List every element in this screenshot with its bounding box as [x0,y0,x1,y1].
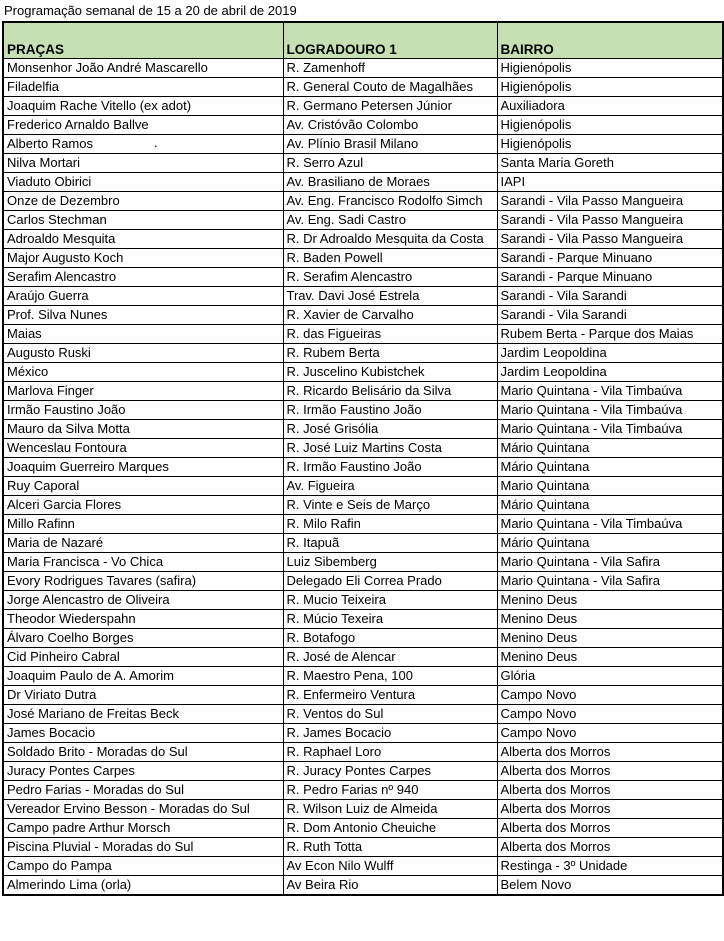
table-cell: R. Ventos do Sul [283,705,497,724]
table-cell: Menino Deus [497,610,723,629]
table-row [3,819,723,838]
column-header-pracas: PRAÇAS [3,22,283,59]
table-cell: R. Xavier de Carvalho [283,306,497,325]
table-row [3,591,723,610]
table-row [3,572,723,591]
table-cell: Sarandi - Vila Sarandi [497,306,723,325]
table-row [3,97,723,116]
table-cell: R. Maestro Pena, 100 [283,667,497,686]
table-cell: R. Mucio Teixeira [283,591,497,610]
table-cell: R. Vinte e Seis de Março [283,496,497,515]
table-row [3,439,723,458]
table-cell: Maria Francisca - Vo Chica [3,553,283,572]
table-cell: Higienópolis [497,135,723,154]
table-cell: Maria de Nazaré [3,534,283,553]
table-cell: Filadelfia [3,78,283,97]
table-cell: Dr Viriato Dutra [3,686,283,705]
table-cell: Juracy Pontes Carpes [3,762,283,781]
table-cell: Mario Quintana - Vila Timbaúva [497,401,723,420]
table-cell: Joaquim Guerreiro Marques [3,458,283,477]
table-cell: Av. Cristóvão Colombo [283,116,497,135]
table-row [3,781,723,800]
table-cell: IAPI [497,173,723,192]
table-row [3,344,723,363]
table-cell: Alberta dos Morros [497,819,723,838]
table-cell: R. Wilson Luiz de Almeida [283,800,497,819]
table-cell: Sarandi - Vila Passo Mangueira [497,211,723,230]
table-cell: Onze de Dezembro [3,192,283,211]
table-row [3,287,723,306]
table-row [3,59,723,78]
table-row [3,553,723,572]
table-cell: R. Dr Adroaldo Mesquita da Costa [283,230,497,249]
table-row [3,610,723,629]
table-cell: Vereador Ervino Besson - Moradas do Sul [3,800,283,819]
table-cell: Mário Quintana [497,496,723,515]
table-cell: R. Pedro Farias nº 940 [283,781,497,800]
table-cell: Av. Eng. Sadi Castro [283,211,497,230]
table-cell: R. Germano Petersen Júnior [283,97,497,116]
table-cell: Alberta dos Morros [497,838,723,857]
table-cell: Marlova Finger [3,382,283,401]
table-body [3,59,723,896]
table-cell: Álvaro Coelho Borges [3,629,283,648]
table-cell: Santa Maria Goreth [497,154,723,173]
table-cell: Maias [3,325,283,344]
table-cell: Delegado Eli Correa Prado [283,572,497,591]
table-cell: Glória [497,667,723,686]
table-cell: Belem Novo [497,876,723,896]
table-cell: R. das Figueiras [283,325,497,344]
table-cell: Mário Quintana [497,534,723,553]
table-cell: Araújo Guerra [3,287,283,306]
table-cell: Millo Rafinn [3,515,283,534]
table-cell: R. Juracy Pontes Carpes [283,762,497,781]
table-row [3,876,723,896]
table-row [3,363,723,382]
table-cell: Alberta dos Morros [497,800,723,819]
table-cell: Higienópolis [497,116,723,135]
table-cell: R. Raphael Loro [283,743,497,762]
table-cell: Joaquim Rache Vitello (ex adot) [3,97,283,116]
table-cell: Serafim Alencastro [3,268,283,287]
table-cell: Major Augusto Koch [3,249,283,268]
table-cell: Carlos Stechman [3,211,283,230]
table-row [3,667,723,686]
table-row [3,382,723,401]
table-cell: Ruy Caporal [3,477,283,496]
table-cell: Nilva Mortari [3,154,283,173]
table-cell: Campo Novo [497,724,723,743]
table-cell: Prof. Silva Nunes [3,306,283,325]
table-cell: Mario Quintana [497,477,723,496]
table-cell: Luiz Sibemberg [283,553,497,572]
table-cell: José Mariano de Freitas Beck [3,705,283,724]
table-cell: Jardim Leopoldina [497,344,723,363]
table-cell: Campo Novo [497,686,723,705]
table-cell: R. Botafogo [283,629,497,648]
table-row [3,230,723,249]
table-cell: Sarandi - Vila Passo Mangueira [497,230,723,249]
table-row [3,154,723,173]
column-header-logradouro: LOGRADOURO 1 [283,22,497,59]
table-cell: Menino Deus [497,629,723,648]
table-cell: Mario Quintana - Vila Timbaúva [497,420,723,439]
table-cell: R. Serafim Alencastro [283,268,497,287]
table-cell: Av. Plínio Brasil Milano [283,135,497,154]
table-cell: R. Irmão Faustino João [283,458,497,477]
table-row [3,515,723,534]
table-cell: Joaquim Paulo de A. Amorim [3,667,283,686]
page-title: Programação semanal de 15 a 20 de abril de 2019 [4,3,297,18]
table-cell: Mario Quintana - Vila Safira [497,553,723,572]
table-cell: Sarandi - Vila Sarandi [497,287,723,306]
table-cell: R. Enfermeiro Ventura [283,686,497,705]
table-cell: Mario Quintana - Vila Timbaúva [497,515,723,534]
table-cell: R. James Bocacio [283,724,497,743]
table-cell: Mario Quintana - Vila Timbaúva [497,382,723,401]
table-cell: Piscina Pluvial - Moradas do Sul [3,838,283,857]
table-cell: Sarandi - Parque Minuano [497,268,723,287]
table-row [3,705,723,724]
column-header-bairro: BAIRRO [497,22,723,59]
table-row [3,268,723,287]
table-cell: Mário Quintana [497,439,723,458]
table-row [3,458,723,477]
table-cell: Mauro da Silva Motta [3,420,283,439]
table-cell: R. José de Alencar [283,648,497,667]
table-row [3,78,723,97]
table-cell: Pedro Farias - Moradas do Sul [3,781,283,800]
table-cell: Av Beira Rio [283,876,497,896]
table-row [3,857,723,876]
table-row [3,249,723,268]
table-row [3,534,723,553]
table-cell: Alberto Ramos [3,135,283,154]
table-row [3,838,723,857]
table-row [3,629,723,648]
table-cell: México [3,363,283,382]
table-row [3,135,723,154]
table-cell: R. Itapuã [283,534,497,553]
table-cell: Menino Deus [497,591,723,610]
table-cell: Campo padre Arthur Morsch [3,819,283,838]
table-row [3,116,723,135]
table-cell: Mário Quintana [497,458,723,477]
table-row [3,724,723,743]
table-cell: R. Ruth Totta [283,838,497,857]
table-row [3,686,723,705]
table-cell: R. Irmão Faustino João [283,401,497,420]
table-cell: R. Múcio Texeira [283,610,497,629]
table-cell: R. General Couto de Magalhães [283,78,497,97]
table-cell: Sarandi - Parque Minuano [497,249,723,268]
table-cell: Cid Pinheiro Cabral [3,648,283,667]
table-cell: R. Dom Antonio Cheuiche [283,819,497,838]
table-cell: R. Serro Azul [283,154,497,173]
table-row [3,192,723,211]
table-cell: Sarandi - Vila Passo Mangueira [497,192,723,211]
header-row [3,22,723,59]
table-cell: Higienópolis [497,59,723,78]
table-cell: Campo do Pampa [3,857,283,876]
table-cell: Monsenhor João André Mascarello [3,59,283,78]
table-cell: Adroaldo Mesquita [3,230,283,249]
table-cell: Alberta dos Morros [497,781,723,800]
table-cell: Menino Deus [497,648,723,667]
table-cell: R. Rubem Berta [283,344,497,363]
table-cell: Auxiliadora [497,97,723,116]
table-cell: R. Baden Powell [283,249,497,268]
table-cell: James Bocacio [3,724,283,743]
table-cell: Av Econ Nilo Wulff [283,857,497,876]
table-cell: Trav. Davi José Estrela [283,287,497,306]
table-row [3,420,723,439]
table-cell: Av. Eng. Francisco Rodolfo Simch [283,192,497,211]
table-cell: Jorge Alencastro de Oliveira [3,591,283,610]
table-row [3,477,723,496]
table-row [3,173,723,192]
table-cell: R. José Luiz Martins Costa [283,439,497,458]
table-cell: Alceri Garcia Flores [3,496,283,515]
table-cell: Restinga - 3º Unidade [497,857,723,876]
table-row [3,306,723,325]
table-cell: R. Zamenhoff [283,59,497,78]
table-row [3,496,723,515]
table-cell: Av. Brasiliano de Moraes [283,173,497,192]
table-row [3,762,723,781]
table-cell: Jardim Leopoldina [497,363,723,382]
table-row [3,743,723,762]
table-cell: Frederico Arnaldo Ballve [3,116,283,135]
table-cell: Evory Rodrigues Tavares (safira) [3,572,283,591]
table-cell: Viaduto Obirici [3,173,283,192]
table-cell: R. Juscelino Kubistchek [283,363,497,382]
table-cell: R. José Grisólia [283,420,497,439]
table-row [3,211,723,230]
table-cell: Soldado Brito - Moradas do Sul [3,743,283,762]
table-cell: Rubem Berta - Parque dos Maias [497,325,723,344]
table-cell: Campo Novo [497,705,723,724]
table-row [3,648,723,667]
table-cell: R. Ricardo Belisário da Silva [283,382,497,401]
table-cell: Mario Quintana - Vila Safira [497,572,723,591]
table-cell: Irmão Faustino João [3,401,283,420]
table-cell: Wenceslau Fontoura [3,439,283,458]
schedule-table [2,21,724,896]
table-cell: Higienópolis [497,78,723,97]
table-row [3,800,723,819]
table-row [3,325,723,344]
table-cell: Theodor Wiederspahn [3,610,283,629]
table-row [3,401,723,420]
stray-dot: . [154,135,158,150]
table-cell: Almerindo Lima (orla) [3,876,283,896]
table-cell: Av. Figueira [283,477,497,496]
table-cell: Alberta dos Morros [497,743,723,762]
table-cell: Alberta dos Morros [497,762,723,781]
table-cell: R. Milo Rafin [283,515,497,534]
table-cell: Augusto Ruski [3,344,283,363]
